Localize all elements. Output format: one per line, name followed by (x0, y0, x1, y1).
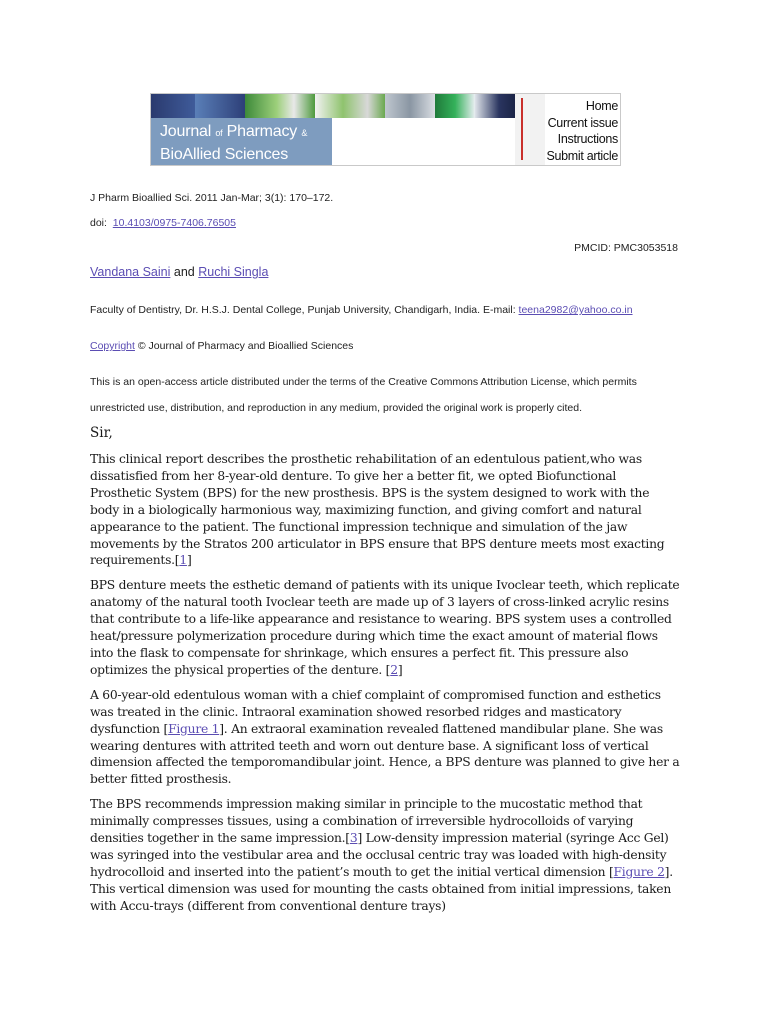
email-link[interactable]: teena2982@yahoo.co.in (518, 304, 633, 316)
affiliation (90, 304, 633, 316)
paragraph-1: This clinical report describes the prosthetic rehabilitation of an edentulous patient,who was dissatisfied from her 8-year-old denture. To give her a better fit, we opted Biofunctional Prosthetic System (BPS) for the new prosthesis. BPS is the system designed to work with the body in a biologically harmonious way, maximizing function, and giving comfort and natural appearance to the patient. The functional impression technique and simulation of the jaw movements by the Stratos 200 articulator in BPS ensure that BPS denture meets most exacting requirements.[1] (90, 452, 665, 568)
paragraph-3: A 60-year-old edentulous woman with a chief complaint of compromised function and esthetics was treated in the clinic. Intraoral examination showed resorbed ridges and masticatory dysfunction [Figure 1]. An extraoral examination revealed flattened mandibular plane. She was wearing dentures with attrited teeth and worn out denture base. A significant loss of vertical dimension affected the temporomandibular joint. Hence, a BPS denture was planned to give her a better fitted prosthesis. (90, 687, 680, 787)
license-line-2: unrestricted use, distribution, and reproduction in any medium, provided the original work is properly cited. (90, 402, 583, 414)
doi-link[interactable]: 10.4103/0975-7406.76505 (112, 217, 236, 229)
banner-accent (515, 94, 545, 166)
nav-current-issue-link[interactable]: Current issue (547, 115, 618, 130)
pmcid: PMCID: PMC3053518 (574, 242, 678, 254)
doi-label: doi: (90, 217, 107, 229)
paragraph-2: BPS denture meets the esthetic demand of patients with its unique Ivoclear teeth, which replicate anatomy of the natural tooth Ivoclear teeth are made up of 3 layers of cross-linked acrylic resins that contribute to a life-like appearance and resistance to wearing. BPS system uses a controlled heat/pressure polymerization procedure during which time the exact amount of material flows into the flask to compensate for shrinkage, which ensures a perfect fit. This pressure also optimizes the physical properties of the denture. [2] (90, 578, 680, 677)
author-link-vandana-saini[interactable]: Vandana Saini (90, 265, 171, 279)
banner-photo-strip (151, 94, 546, 118)
copyright-link[interactable]: Copyright (90, 340, 135, 352)
author-link-ruchi-singla[interactable]: Ruchi Singla (198, 265, 269, 279)
banner-nav (546, 98, 618, 164)
journal-logo-title: Journal of Pharmacy & BioAllied Sciences (160, 123, 308, 163)
license-line-1: This is an open-access article distributed under the terms of the Creative Commons Attribution License, which permits (90, 376, 637, 388)
author-separator: and (173, 265, 195, 279)
reference-link-2[interactable]: 2 (390, 662, 398, 677)
article-body (90, 451, 680, 923)
copyright-text: © Journal of Pharmacy and Bioallied Sciences (137, 340, 354, 352)
nav-home-link[interactable]: Home (585, 99, 618, 113)
journal-citation: J Pharm Bioallied Sci. 2011 Jan-Mar; 3(1): 170–172. (90, 192, 334, 204)
affiliation-text: Faculty of Dentistry, Dr. H.S.J. Dental College, Punjab University, Chandigarh, India. E-mail: (90, 304, 516, 316)
reference-link-3[interactable]: 3 (349, 831, 358, 846)
paragraph-4: The BPS recommends impression making similar in principle to the mucostatic method that minimally compresses tissues, using a combination of irreversible hydrocolloids of varying densities together in the same impression.[3] Low-density impression material (syringe Acc Gel) was syringed into the vestibular area and the occlusal centric tray was loaded with high-density hydrocolloid and inserted into the patient’s mouth to get the initial vertical dimension [Figure 2]. This vertical dimension was used for mounting the casts obtained from initial impressions, taken with Accu-trays (different from conventional denture trays) (90, 797, 673, 913)
doi-line (90, 217, 236, 229)
nav-instructions-link[interactable]: Instructions (557, 132, 618, 146)
figure-2-link[interactable]: Figure 2 (613, 864, 665, 879)
salutation: Sir, (90, 425, 113, 441)
copyright-line (90, 340, 353, 352)
author-list (90, 265, 268, 279)
figure-1-link[interactable]: Figure 1 (168, 721, 220, 736)
reference-link-1[interactable]: 1 (179, 553, 187, 568)
nav-submit-article-link[interactable]: Submit article (546, 148, 618, 163)
journal-banner (150, 93, 621, 166)
banner-title-block (151, 118, 332, 166)
